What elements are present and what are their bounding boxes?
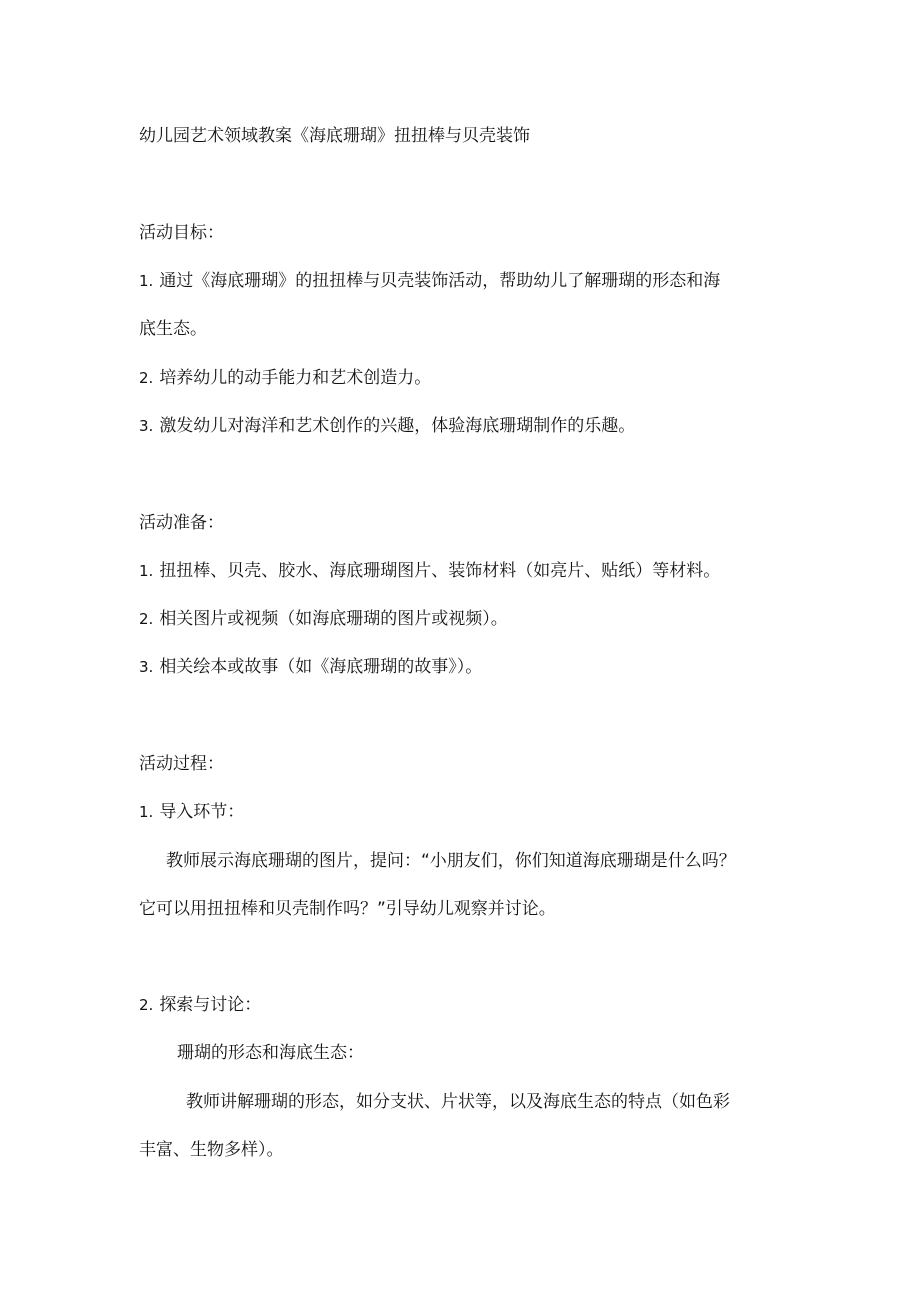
- goal-item-2: [139, 367, 431, 389]
- process-heading: 活动过程：: [139, 754, 224, 774]
- document-title: 幼儿园艺术领域教案《海底珊瑚》扭扭棒与贝壳装饰: [139, 126, 530, 146]
- process-step-2-label: 探索与讨论：: [159, 995, 262, 1015]
- process-step-1-paragraph-line-2: 它可以用扭扭棒和贝壳制作吗？”引导幼儿观察并讨论。: [139, 899, 556, 919]
- prep-item-1-number: 1.: [139, 562, 154, 580]
- process-step-1-title: [139, 801, 244, 823]
- process-step-1-number: 1.: [139, 803, 154, 821]
- goal-item-1-number: 1.: [139, 272, 154, 290]
- goal-item-2-text: 培养幼儿的动手能力和艺术创造力。: [159, 368, 432, 388]
- goal-item-1: [139, 270, 720, 292]
- prep-item-2-text: 相关图片或视频（如海底珊瑚的图片或视频）。: [159, 609, 508, 629]
- goal-item-3-number: 3.: [139, 417, 154, 435]
- prep-heading: 活动准备：: [139, 513, 224, 533]
- process-step-2-paragraph-line-1: 教师讲解珊瑚的形态，如分支状、片状等，以及海底生态的特点（如色彩: [186, 1092, 730, 1112]
- process-step-2-paragraph-line-2: 丰富、生物多样）。: [139, 1140, 284, 1160]
- goal-item-1-continuation: 底生态。: [139, 319, 207, 339]
- process-step-2-subheading: 珊瑚的形态和海底生态：: [177, 1043, 364, 1063]
- prep-item-3-number: 3.: [139, 658, 154, 676]
- goal-item-3: [139, 415, 635, 437]
- prep-item-1-text: 扭扭棒、贝壳、胶水、海底珊瑚图片、装饰材料（如亮片、贴纸）等材料。: [159, 561, 721, 581]
- goal-item-2-number: 2.: [139, 369, 154, 387]
- prep-item-3: [139, 656, 482, 678]
- process-step-2-number: 2.: [139, 996, 154, 1014]
- process-step-2-title: [139, 994, 261, 1016]
- prep-item-3-text: 相关绘本或故事（如《海底珊瑚的故事》）。: [159, 657, 483, 677]
- goal-item-3-text: 激发幼儿对海洋和艺术创作的兴趣，体验海底珊瑚制作的乐趣。: [159, 416, 636, 436]
- process-step-1-paragraph-line-1: 教师展示海底珊瑚的图片，提问：“小朋友们，你们知道海底珊瑚是什么吗？: [166, 851, 736, 871]
- prep-item-1: [139, 560, 720, 582]
- goals-heading: 活动目标：: [139, 223, 224, 243]
- prep-item-2-number: 2.: [139, 610, 154, 628]
- goal-item-1-text: 通过《海底珊瑚》的扭扭棒与贝壳装饰活动，帮助幼儿了解珊瑚的形态和海: [159, 271, 721, 291]
- prep-item-2: [139, 608, 508, 630]
- process-step-1-label: 导入环节：: [159, 802, 245, 822]
